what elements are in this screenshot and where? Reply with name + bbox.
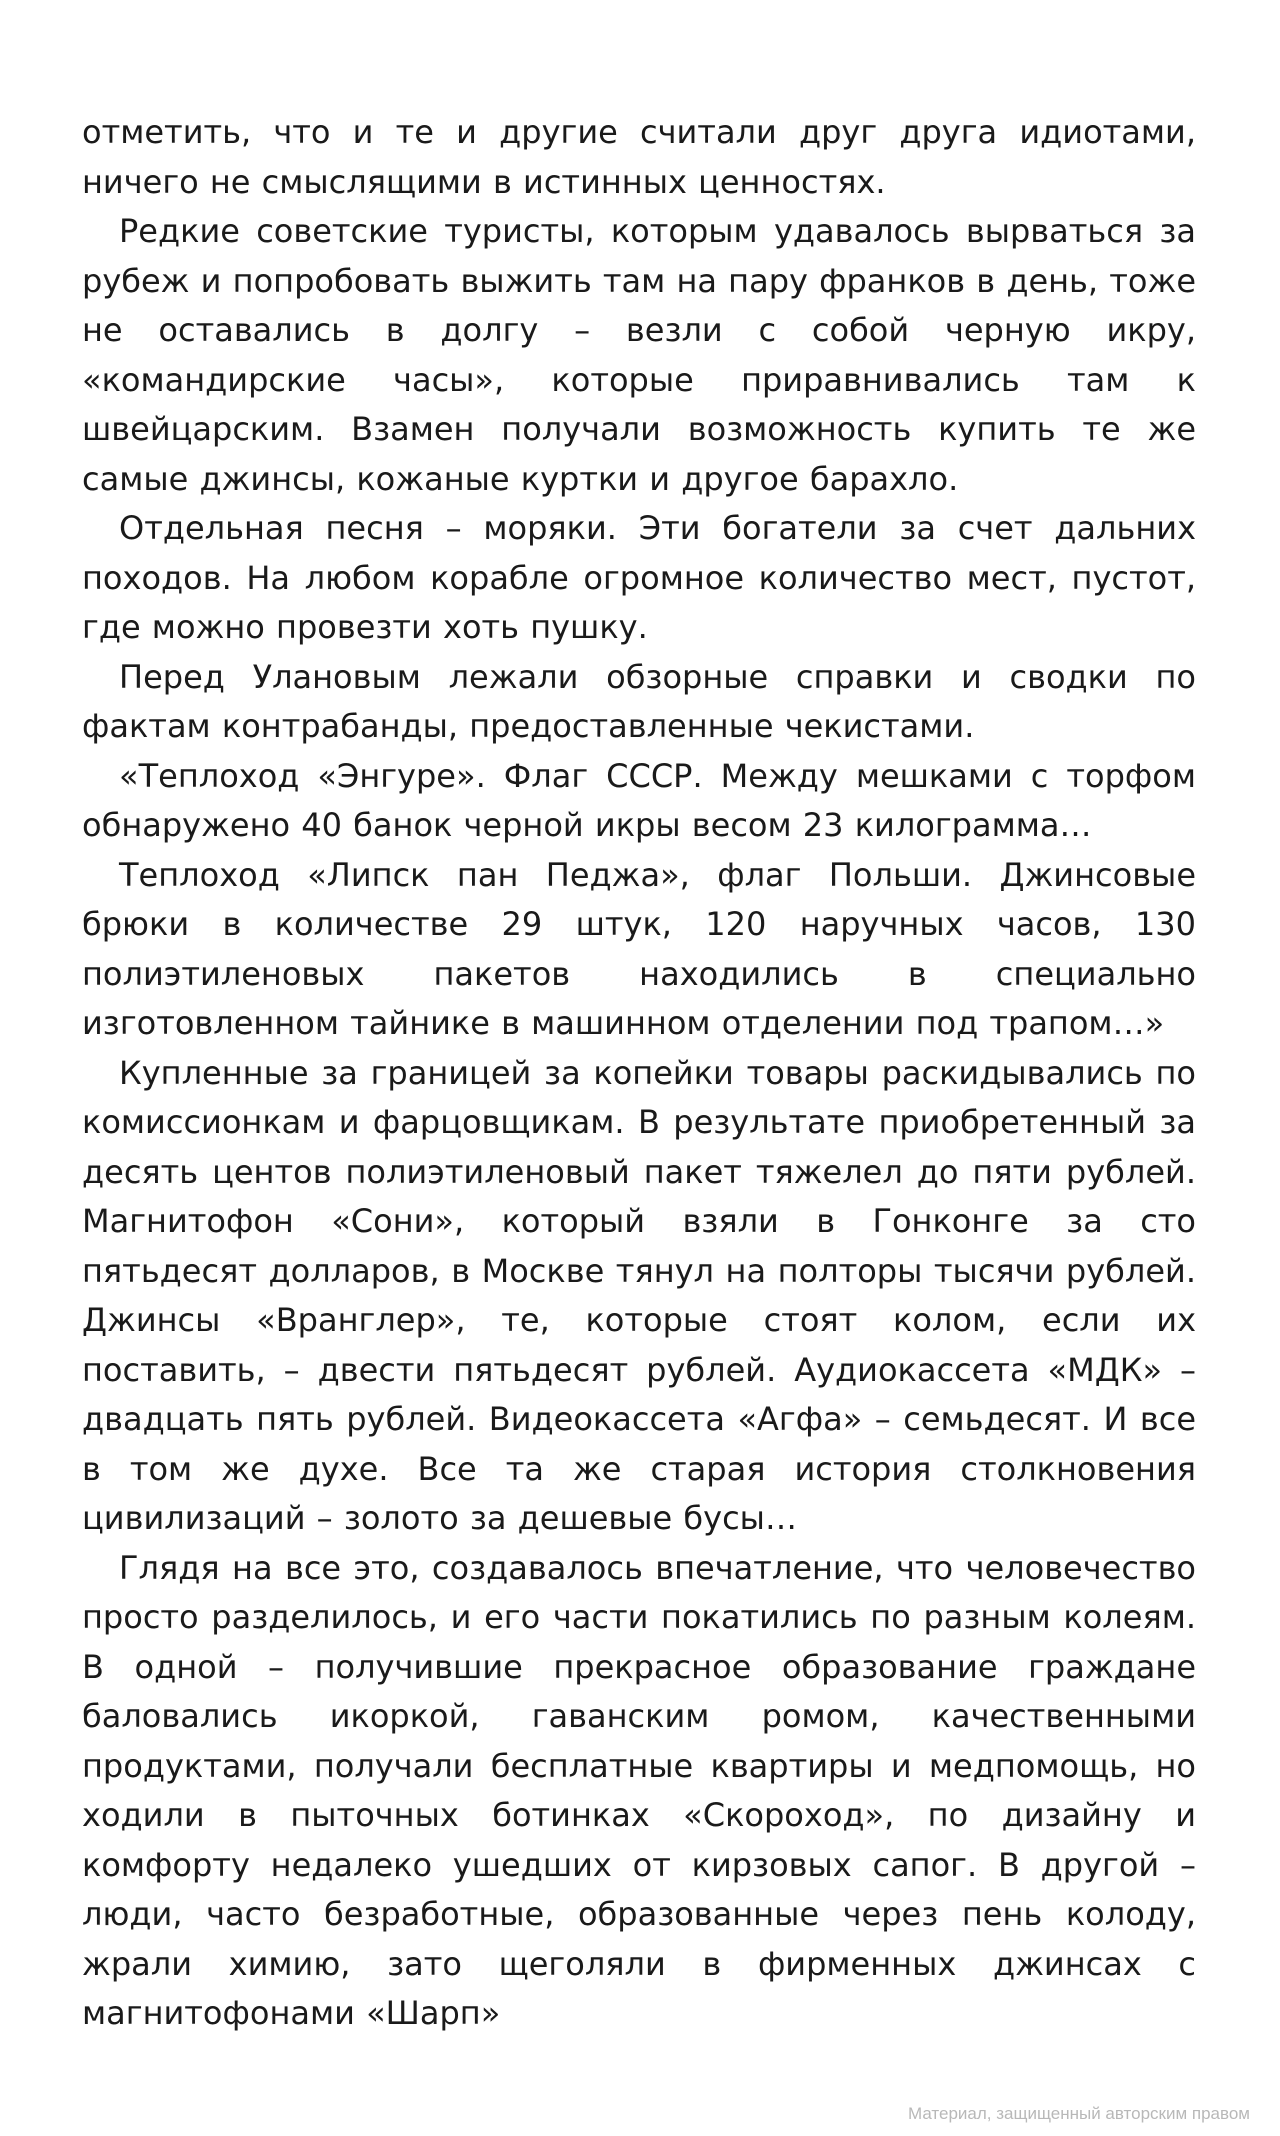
paragraph-quote-engure: «Теплоход «Энгуре». Флаг СССР. Между мешками с торфом обнаружено 40 банок черной икры весом 23 килограмма…: [82, 756, 1196, 844]
copyright-watermark: Материал, защищенный авторским правом: [907, 2104, 1250, 2123]
paragraph-sailors: Отдельная песня – моряки. Эти богатели за счет дальних походов. На любом корабле огромное количество мест, пустот, где можно провезти хоть пушку.: [82, 509, 1196, 646]
paragraph-tourists: Редкие советские туристы, которым удавалось вырваться за рубеж и попробовать выжить там на пару франков в день, тоже не оставались в долгу – везли с собой черную икру, «командирские часы», которые приравнивались там к швейцарским. Взамен получали возможность купить те же самые джинсы, кожаные куртки и другое барахло.: [82, 212, 1196, 498]
paragraph-reports: Перед Улановым лежали обзорные справки и сводки по фактам контрабанды, предоставленные чекистами.: [82, 657, 1196, 745]
book-page: [82, 108, 1196, 2039]
paragraph-humanity-divided: Глядя на все это, создавалось впечатление, что человечество просто разделилось, и его части покатились по разным колеям. В одной – получившие прекрасное образование граждане баловались икоркой, гаванским ромом, качественными продуктами, получали бесплатные квартиры и медпомощь, но ходили в пыточных ботинках «Скороход», по дизайну и комфорту недалеко ушедших от кирзовых сапог. В другой – люди, часто безработные, образованные через пень колоду, жрали химию, зато щеголяли в фирменных джинсах с магнитофонами «Шарп»: [82, 1548, 1196, 2032]
paragraph-quote-lipsk: Теплоход «Липск пан Педжа», флаг Польши. Джинсовые брюки в количестве 29 штук, 120 наручных часов, 130 полиэтиленовых пакетов находились в специально изготовленном тайнике в машинном отделении под трапом…»: [82, 855, 1196, 1042]
paragraph-goods-prices: Купленные за границей за копейки товары раскидывались по комиссионкам и фарцовщикам. В результате приобретенный за десять центов полиэтиленовый пакет тяжелел до пяти рублей. Магнитофон «Сони», который взяли в Гонконге за сто пятьдесят долларов, в Москве тянул на полторы тысячи рублей. Джинсы «Вранглер», те, которые стоят колом, если их поставить, – двести пятьдесят рублей. Аудиокассета «МДК» – двадцать пять рублей. Видеокассета «Агфа» – семьдесят. И все в том же духе. Все та же старая история столкновения цивилизаций – золото за дешевые бусы…: [82, 1053, 1196, 1537]
paragraph-continuation: отметить, что и те и другие считали друг друга идиотами, ничего не смыслящими в истинных ценностях.: [82, 113, 1196, 201]
